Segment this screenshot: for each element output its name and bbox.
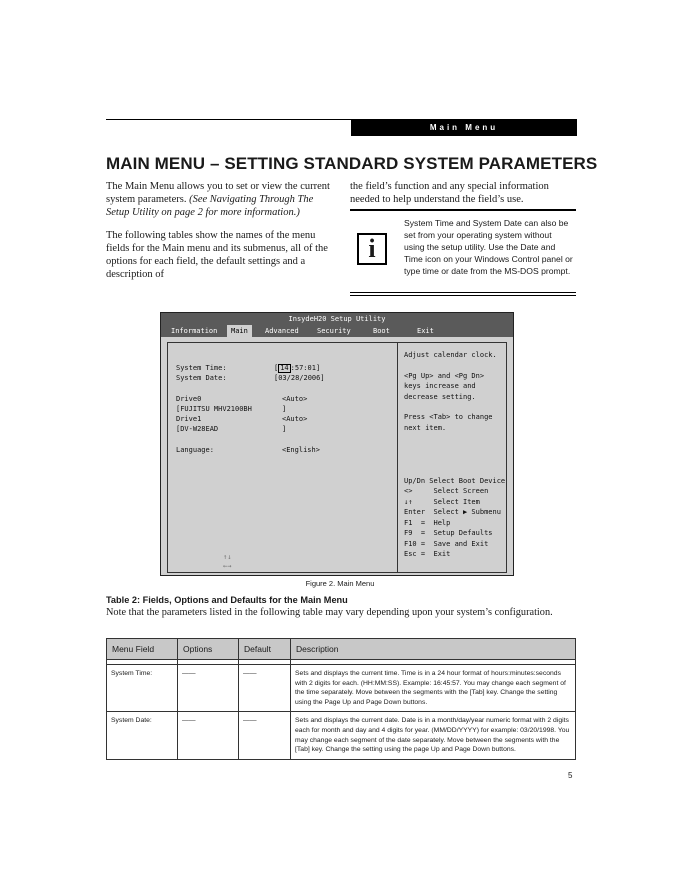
note-top-rule: [350, 209, 576, 211]
key-hint: Esc = Exit: [404, 550, 451, 558]
system-time-label: System Time:: [176, 364, 227, 372]
cell-description: Sets and displays the current time. Time is in a 24 hour format of hours:minutes:seconds with 2 digits for each. (HH:MM:SS). Example: 16:45:57. You may change each segment of the time separately. Move between the segments with the [Tab] key. Change the setting using the Page Up and Page Down buttons.: [291, 665, 576, 712]
drive0-value[interactable]: <Auto>: [282, 395, 308, 403]
bios-menu-main[interactable]: Main: [227, 325, 252, 337]
column-header-menu-field: Menu Field: [107, 639, 178, 660]
bios-menu-exit[interactable]: Exit: [417, 327, 434, 335]
cell-field: System Time:: [107, 665, 178, 712]
table-note: Note that the parameters listed in the following table may vary depending upon your system’s configuration.: [106, 607, 553, 618]
key-hint: F9 = Setup Defaults: [404, 529, 493, 537]
bios-menu-information[interactable]: Information: [171, 327, 218, 335]
drive0-model: [FUJITSU MHV2100BH: [176, 405, 252, 413]
key-hint: F10 = Save and Exit: [404, 540, 489, 548]
drive0-label: Drive0: [176, 395, 202, 403]
intro-column: [106, 180, 334, 281]
system-date-value[interactable]: [03/28/2006]: [274, 374, 325, 382]
scroll-up-down-icon: ↑↓: [223, 553, 232, 561]
language-value[interactable]: <English>: [282, 446, 320, 454]
bios-menu-security[interactable]: Security: [317, 327, 351, 335]
cell-options: ——: [178, 712, 239, 759]
system-date-label: System Date:: [176, 374, 227, 382]
time-rest: :57:01]: [290, 364, 321, 372]
page-number: 5: [568, 771, 573, 780]
bios-screenshot: [160, 312, 514, 576]
key-hint: <> Select Screen: [404, 487, 489, 495]
language-label: Language:: [176, 446, 214, 454]
cell-default: ——: [239, 712, 291, 759]
intro-paragraph-1: [106, 180, 334, 220]
system-time-value[interactable]: [274, 364, 320, 373]
time-open-bracket: [: [274, 364, 279, 372]
cell-field: System Date:: [107, 712, 178, 759]
note-text: System Time and System Date can also be set from your operating system without using the setup utility. Use the Date and Time icon on your Windows Control panel or type time or date from the MS-DOS prompt.: [404, 218, 573, 276]
info-icon: i: [357, 233, 387, 265]
cell-default: ——: [239, 665, 291, 712]
table-row: [107, 712, 576, 759]
key-hint: Enter Select ▶ Submenu: [404, 508, 501, 516]
key-hint: F1 = Help: [404, 519, 451, 527]
column-header-options: Options: [178, 639, 239, 660]
page-title: MAIN MENU – SETTING STANDARD SYSTEM PARAMETERS: [106, 154, 598, 173]
key-hint: Up/Dn Select Boot Device: [404, 477, 506, 485]
intro-reference: (See Navigating Through The Setup Utility on page 2 for more information.): [106, 194, 314, 219]
table-title: Table 2: Fields, Options and Defaults for the Main Menu: [106, 595, 348, 605]
column-header-default: Default: [239, 639, 291, 660]
help-line-5: Press <Tab> to change: [404, 413, 493, 421]
main-menu-table: [106, 638, 576, 760]
note-bottom-rule: [350, 292, 576, 293]
scroll-left-right-icon: ←→: [223, 562, 232, 570]
intro-paragraph-2: The following tables show the names of the menu fields for the Main menu and its submenus, all of the options for each field, the default settings and a description of: [106, 229, 328, 281]
drive1-close: ]: [282, 425, 287, 433]
drive0-close: ]: [282, 405, 287, 413]
bios-menu-boot[interactable]: Boot: [373, 327, 390, 335]
help-line-3: keys increase and: [404, 382, 476, 390]
drive1-model: [DV-W28EAD: [176, 425, 219, 433]
figure-caption: Figure 2. Main Menu: [305, 579, 375, 588]
table-header-row: [107, 639, 576, 660]
bios-menu-bar: [161, 325, 513, 337]
key-hint: ↓↑ Select Item: [404, 498, 480, 506]
help-line-1: Adjust calendar clock.: [404, 351, 497, 359]
help-line-2: <Pg Up> and <Pg Dn>: [404, 372, 485, 380]
bios-panel-divider: [397, 342, 398, 573]
drive1-label: Drive1: [176, 415, 202, 423]
column-header-description: Description: [291, 639, 576, 660]
note-bottom-rule-2: [350, 295, 576, 296]
time-cursor[interactable]: 14: [280, 364, 289, 372]
help-line-6: next item.: [404, 424, 447, 432]
bios-title: InsydeH20 Setup Utility: [161, 313, 513, 325]
intro-text: The Main Menu allows you to set or view the current system parameters.: [106, 181, 330, 206]
continued-column: [350, 180, 576, 206]
section-header-tab: Main Menu: [351, 119, 577, 136]
continued-paragraph: the field’s function and any special information needed to help understand the field’s use.: [350, 181, 549, 206]
table-row: [107, 665, 576, 712]
cell-description: Sets and displays the current date. Date is in a month/day/year numeric format with 2 digits each for month and day and 4 digits for year. (MM/DD/YYYY) for example: 03/20/1998. You may change each segment of the date separately. Move between the segments with the [Tab] key. Change the setting using the page Up and Page Down buttons.: [291, 712, 576, 759]
help-line-4: decrease setting.: [404, 393, 476, 401]
bios-menu-advanced[interactable]: Advanced: [265, 327, 299, 335]
cell-options: ——: [178, 665, 239, 712]
drive1-value[interactable]: <Auto>: [282, 415, 308, 423]
